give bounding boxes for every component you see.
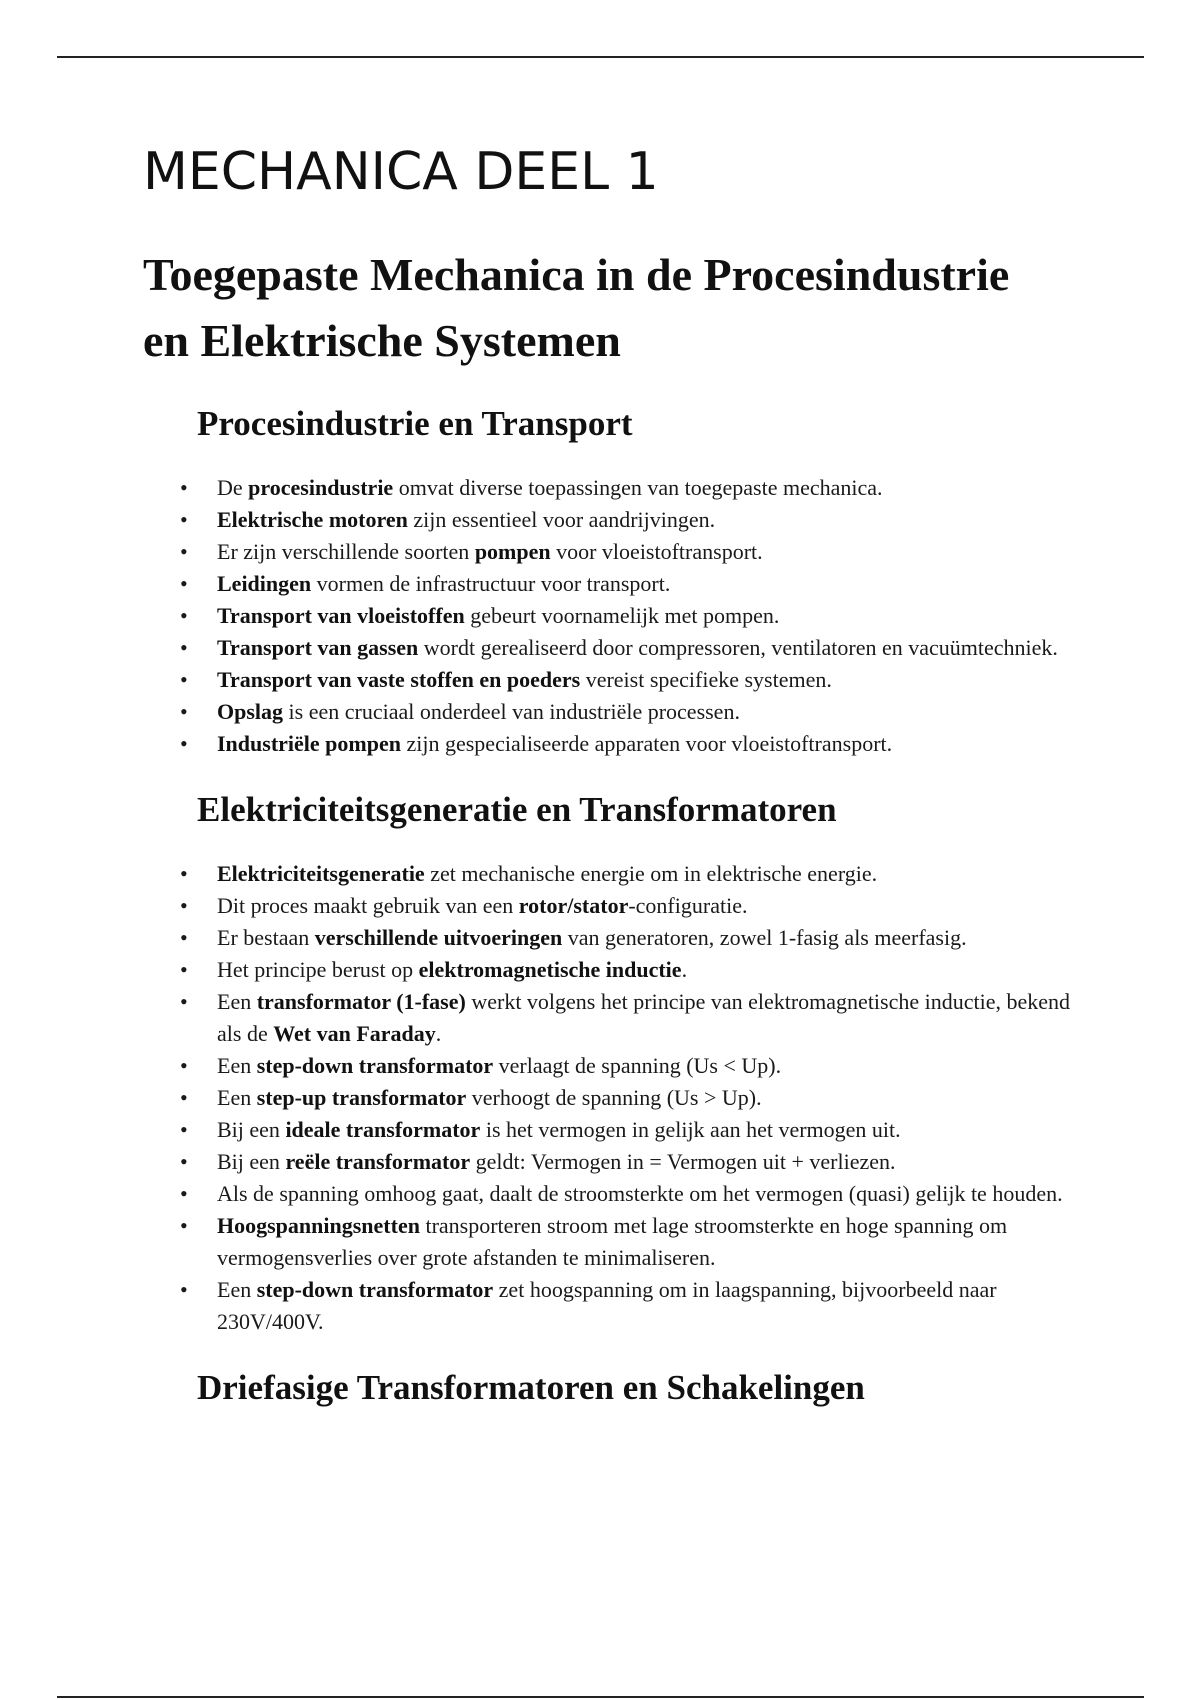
item-text: Een <box>217 1085 257 1110</box>
item-text: voor vloeistoftransport. <box>550 539 763 564</box>
section-heading: Driefasige Transformatoren en Schakelingen <box>197 1368 865 1407</box>
section-heading: Elektriciteitsgeneratie en Transformatoren <box>197 790 837 829</box>
bullet-icon: • <box>180 1181 188 1206</box>
item-text: vereist specifieke systemen. <box>580 667 832 692</box>
item-text: Bij een <box>217 1117 286 1142</box>
list-item <box>143 472 1083 504</box>
list-item <box>143 1114 1083 1146</box>
item-text: Een <box>217 989 257 1014</box>
item-text: werkt volgens het principe van elektromagnetische inductie, bekend als de <box>217 989 1071 1046</box>
item-text: Er zijn verschillende soorten <box>217 539 475 564</box>
list-item <box>143 1210 1083 1274</box>
bold-term: Hoogspanningsnetten <box>217 1213 420 1238</box>
item-text: verhoogt de spanning (Us > Up). <box>466 1085 762 1110</box>
bottom-rule <box>57 1696 1144 1698</box>
section-procesindustrie <box>143 402 1083 760</box>
item-text: Er bestaan <box>217 925 315 950</box>
section-driefasige <box>143 1366 1083 1410</box>
bold-term: Leidingen <box>217 571 312 596</box>
bold-term: step-down transformator <box>256 1053 494 1078</box>
bullet-icon: • <box>180 635 188 660</box>
list-item <box>143 536 1083 568</box>
list-item <box>143 858 1083 890</box>
document-subtitle <box>143 242 1083 374</box>
bullet-icon: • <box>180 925 188 950</box>
bullet-icon: • <box>180 1053 188 1078</box>
item-text: gebeurt voornamelijk met pompen. <box>464 603 780 628</box>
list-item <box>143 504 1083 536</box>
bullet-list <box>143 858 1083 1338</box>
list-item <box>143 1082 1083 1114</box>
document-body <box>143 140 1083 1436</box>
bold-term: Elektriciteitsgeneratie <box>217 861 425 886</box>
bullet-icon: • <box>180 1277 188 1302</box>
item-text: Het principe berust op <box>217 957 419 982</box>
bullet-icon: • <box>180 1085 188 1110</box>
bullet-list <box>143 472 1083 760</box>
bold-term: ideale transformator <box>285 1117 481 1142</box>
bullet-icon: • <box>180 731 188 756</box>
item-text: zet mechanische energie om in elektrische energie. <box>424 861 878 886</box>
section-elektriciteitsgeneratie <box>143 788 1083 1338</box>
bold-term: Wet van Faraday <box>273 1021 436 1046</box>
bullet-icon: • <box>180 1149 188 1174</box>
item-text: . <box>435 1021 442 1046</box>
bold-term: transformator (1-fase) <box>256 989 466 1014</box>
list-item <box>143 696 1083 728</box>
bullet-icon: • <box>180 699 188 724</box>
bullet-icon: • <box>180 893 188 918</box>
list-item <box>143 922 1083 954</box>
item-text: De <box>217 475 249 500</box>
item-text: Een <box>217 1053 257 1078</box>
item-text: wordt gerealiseerd door compressoren, ventilatoren en vacuümtechniek. <box>418 635 1058 660</box>
document-title: MECHANICA DEEL 1 <box>143 142 659 202</box>
list-item <box>143 1274 1083 1338</box>
bold-term: Opslag <box>217 699 284 724</box>
list-item <box>143 954 1083 986</box>
list-item <box>143 1178 1083 1210</box>
list-item <box>143 1146 1083 1178</box>
item-text: vormen de infrastructuur voor transport. <box>311 571 671 596</box>
section-heading: Procesindustrie en Transport <box>197 404 633 443</box>
bold-term: reële transformator <box>285 1149 471 1174</box>
document-subtitle-line-1: Toegepaste Mechanica in de Procesindustrie <box>143 249 1010 300</box>
list-item <box>143 600 1083 632</box>
bullet-icon: • <box>180 539 188 564</box>
list-item <box>143 664 1083 696</box>
bold-term: step-down transformator <box>256 1277 494 1302</box>
top-rule <box>57 56 1144 58</box>
bullet-icon: • <box>180 989 188 1014</box>
list-item <box>143 1050 1083 1082</box>
bold-term: Industriële pompen <box>217 731 401 756</box>
bold-term: step-up transformator <box>256 1085 467 1110</box>
item-text: transporteren stroom met lage stroomsterkte en hoge spanning om vermogensverlies over grote afstanden te minimaliseren. <box>217 1213 1008 1270</box>
bold-term: rotor/stator <box>518 893 629 918</box>
bold-term: pompen <box>474 539 551 564</box>
item-text: Een <box>217 1277 257 1302</box>
bold-term: elektromagnetische inductie <box>418 957 682 982</box>
item-text: zijn essentieel voor aandrijvingen. <box>407 507 716 532</box>
bold-term: Elektrische motoren <box>217 507 408 532</box>
bold-term: procesindustrie <box>248 475 394 500</box>
bullet-icon: • <box>180 475 188 500</box>
bullet-icon: • <box>180 603 188 628</box>
list-item <box>143 728 1083 760</box>
bold-term: verschillende uitvoeringen <box>314 925 563 950</box>
bold-term: Transport van vloeistoffen <box>217 603 465 628</box>
bold-term: Transport van vaste stoffen en poeders <box>217 667 581 692</box>
list-item <box>143 568 1083 600</box>
item-text: verlaagt de spanning (Us < Up). <box>493 1053 782 1078</box>
item-text: van generatoren, zowel 1-fasig als meerfasig. <box>562 925 967 950</box>
bold-term: Transport van gassen <box>217 635 419 660</box>
item-text: -configuratie. <box>628 893 748 918</box>
bullet-icon: • <box>180 507 188 532</box>
item-text: zet hoogspanning om in laagspanning, bijvoorbeeld naar 230V/400V. <box>217 1277 997 1334</box>
bullet-icon: • <box>180 1213 188 1238</box>
list-item <box>143 986 1083 1050</box>
bullet-icon: • <box>180 1117 188 1142</box>
item-text: geldt: Vermogen in = Vermogen uit + verliezen. <box>470 1149 896 1174</box>
bullet-icon: • <box>180 861 188 886</box>
item-text: Dit proces maakt gebruik van een <box>217 893 519 918</box>
bullet-icon: • <box>180 571 188 596</box>
item-text: Bij een <box>217 1149 286 1174</box>
item-text: . <box>681 957 688 982</box>
item-text: is het vermogen in gelijk aan het vermogen uit. <box>480 1117 901 1142</box>
item-text: is een cruciaal onderdeel van industriële processen. <box>283 699 740 724</box>
bullet-icon: • <box>180 957 188 982</box>
document-subtitle-line-2: en Elektrische Systemen <box>143 315 621 366</box>
item-text: omvat diverse toepassingen van toegepaste mechanica. <box>393 475 883 500</box>
list-item <box>143 890 1083 922</box>
list-item <box>143 632 1083 664</box>
bullet-icon: • <box>180 667 188 692</box>
item-text: Als de spanning omhoog gaat, daalt de stroomsterkte om het vermogen (quasi) gelijk te houden. <box>217 1181 1063 1206</box>
item-text: zijn gespecialiseerde apparaten voor vloeistoftransport. <box>400 731 893 756</box>
